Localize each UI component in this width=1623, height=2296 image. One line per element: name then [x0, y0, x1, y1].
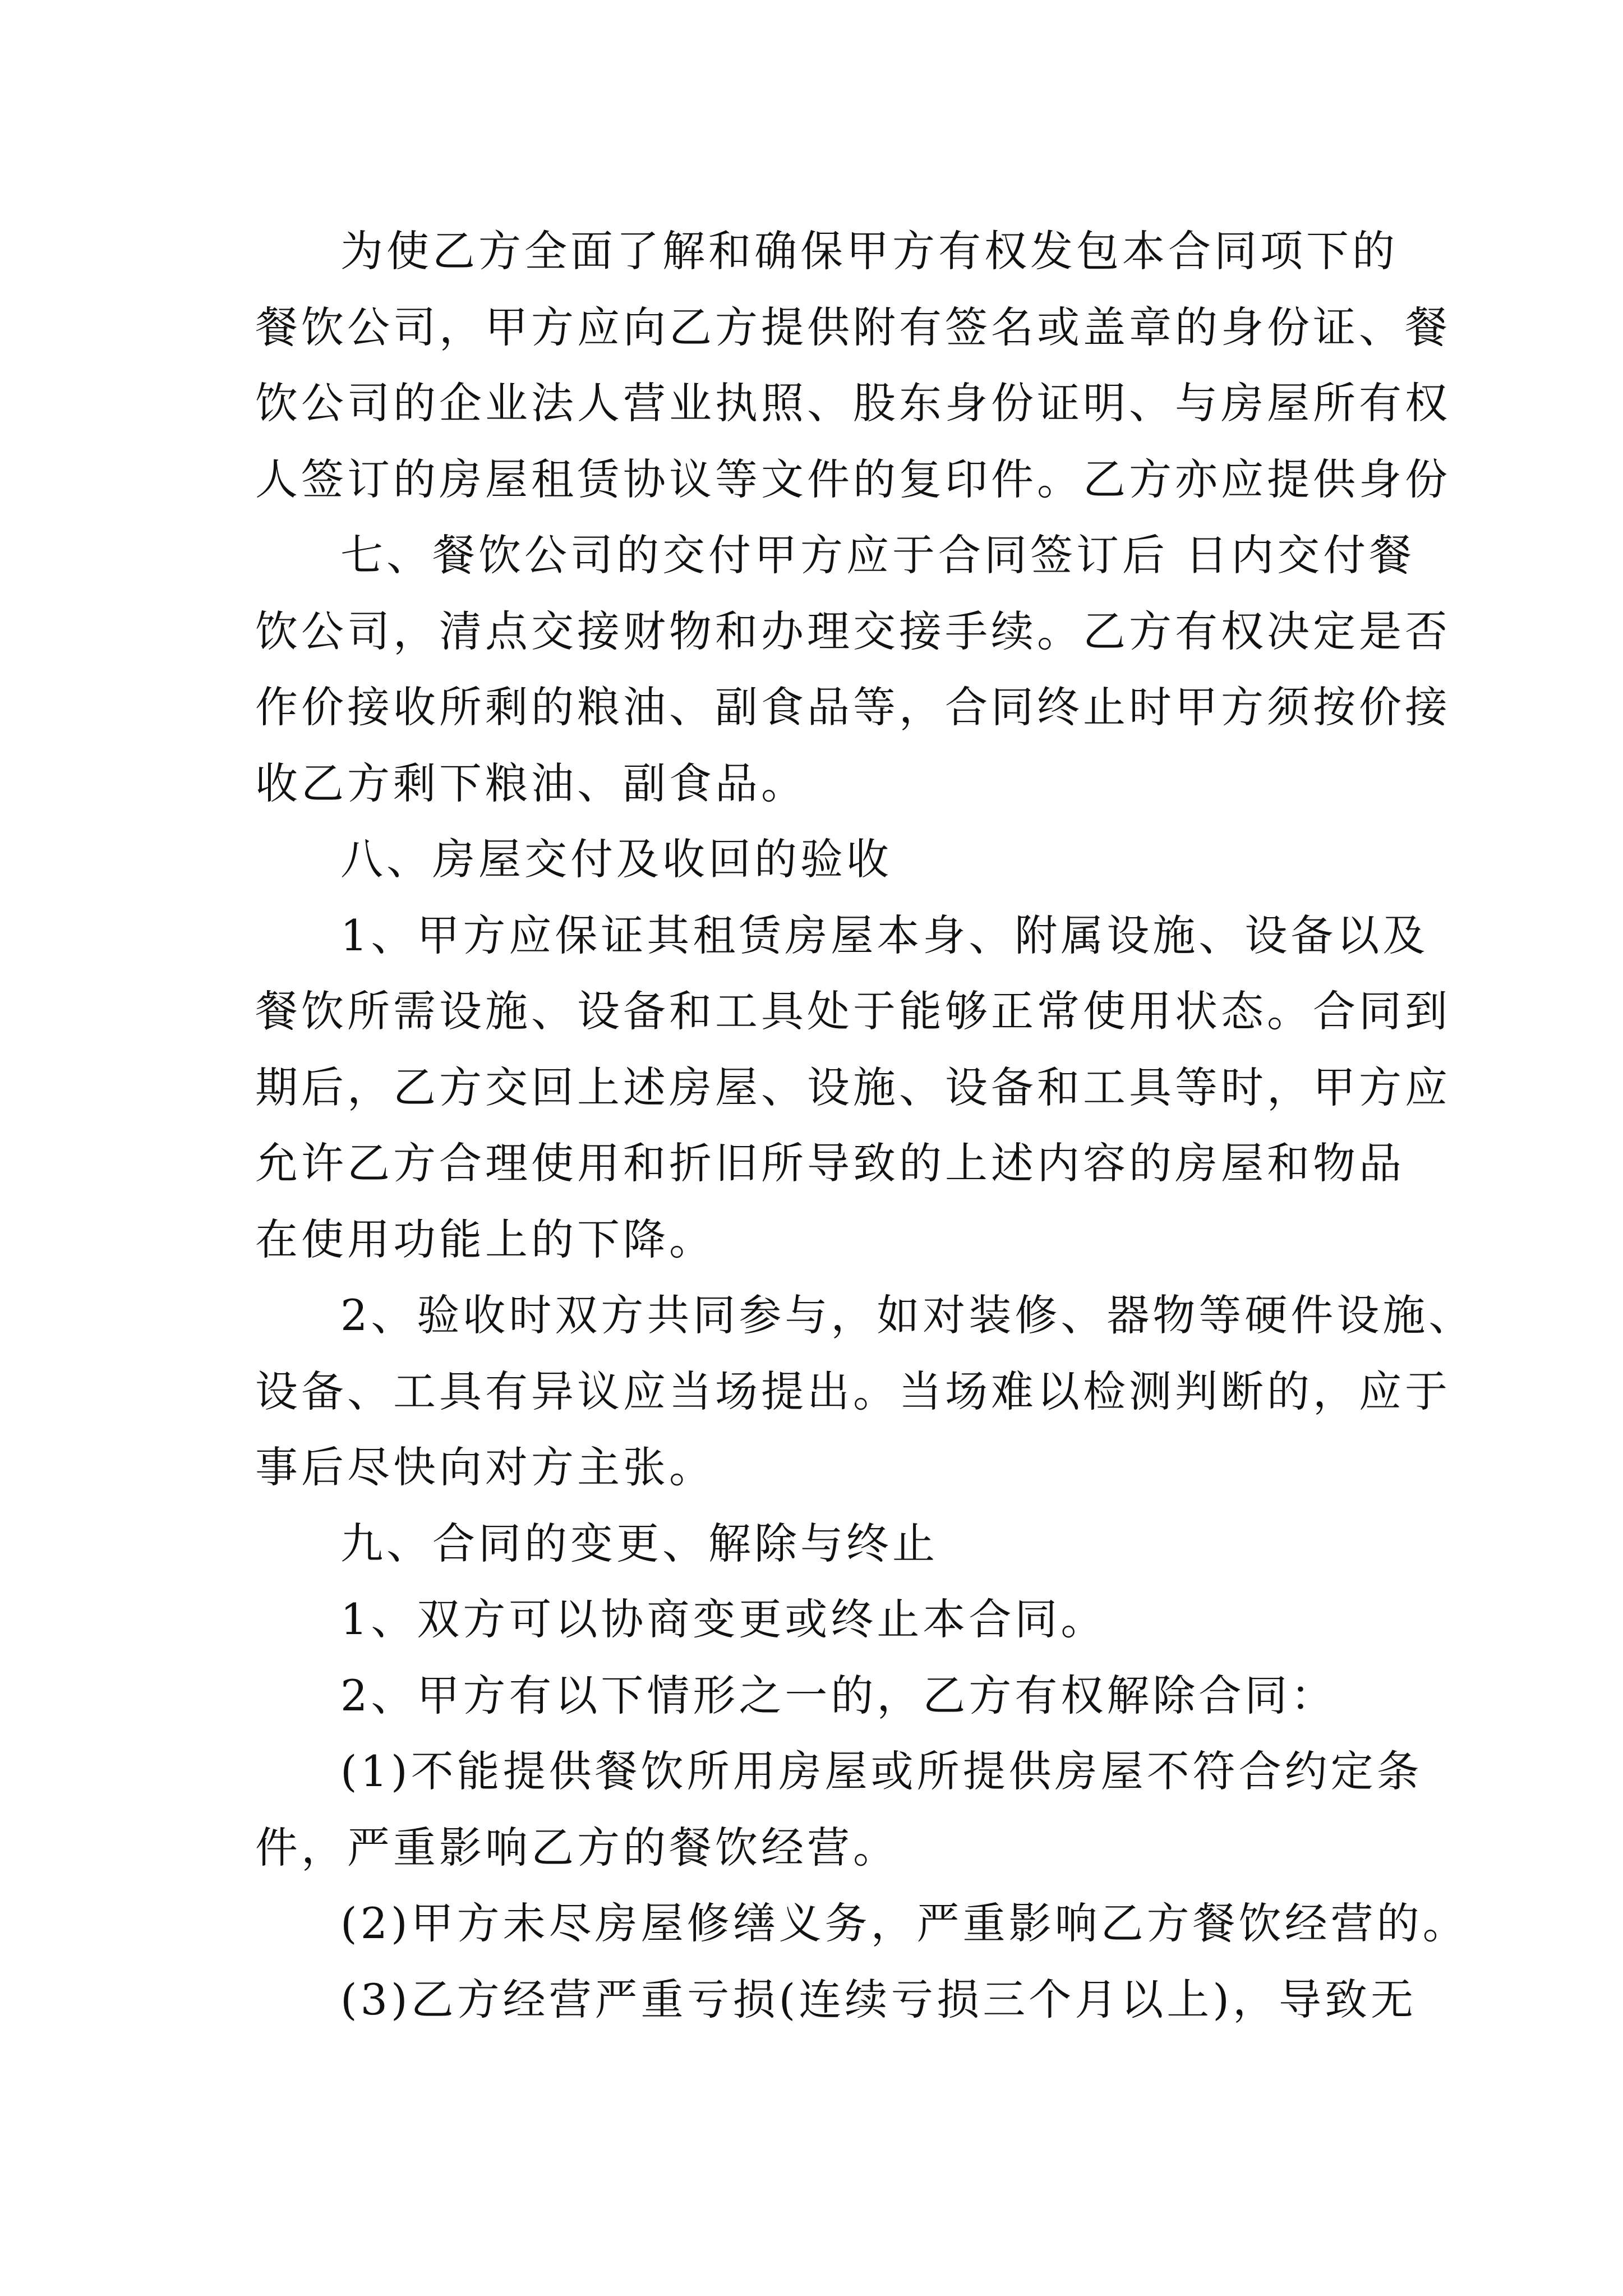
text-line: 饮公司，清点交接财物和办理交接手续。乙方有权决定是否	[255, 606, 1451, 656]
text-line: 饮公司的企业法人营业执照、股东身份证明、与房屋所有权	[255, 378, 1451, 428]
text-line: 餐饮公司，甲方应向乙方提供附有签名或盖章的身份证、餐	[255, 302, 1451, 352]
clause-8-1-line: 1、甲方应保证其租赁房屋本身、附属设施、设备以及	[340, 910, 1429, 960]
text-line: 餐饮所需设施、设备和工具处于能够正常使用状态。合同到	[255, 986, 1451, 1036]
text-line: 为使乙方全面了解和确保甲方有权发包本合同项下的	[340, 226, 1398, 276]
section-9-heading: 九、合同的变更、解除与终止	[340, 1518, 938, 1568]
text-line: 事后尽快向对方主张。	[255, 1442, 715, 1492]
item-2-line: (2)甲方未尽房屋修缮义务，严重影响乙方餐饮经营的。	[340, 1898, 1469, 1948]
section-7-heading-line: 七、餐饮公司的交付甲方应于合同签订后 日内交付餐	[340, 530, 1415, 580]
clause-9-1-line: 1、双方可以协商变更或终止本合同。	[340, 1594, 1107, 1644]
text-line: 件，严重影响乙方的餐饮经营。	[255, 1822, 899, 1872]
text-line: 人签订的房屋租赁协议等文件的复印件。乙方亦应提供身份	[255, 454, 1451, 504]
text-line: 允许乙方合理使用和折旧所导致的上述内容的房屋和物品	[255, 1138, 1405, 1188]
clause-8-2-line: 2、验收时双方共同参与，如对装修、器物等硬件设施、	[340, 1290, 1475, 1340]
text-line: 收乙方剩下粮油、副食品。	[255, 758, 807, 808]
item-1-line: (1)不能提供餐饮所用房屋或所提供房屋不符合约定条	[340, 1746, 1423, 1796]
section-8-heading: 八、房屋交付及收回的验收	[340, 834, 892, 884]
text-line: 作价接收所剩的粮油、副食品等，合同终止时甲方须按价接	[255, 682, 1451, 732]
text-line: 在使用功能上的下降。	[255, 1214, 715, 1264]
item-3-line: (3)乙方经营严重亏损(连续亏损三个月以上)，导致无	[340, 1974, 1417, 2024]
text-line: 设备、工具有异议应当场提出。当场难以检测判断的，应于	[255, 1366, 1451, 1416]
clause-9-2-line: 2、甲方有以下情形之一的，乙方有权解除合同：	[340, 1670, 1337, 1720]
contract-body-text	[255, 213, 1475, 2037]
text-line: 期后，乙方交回上述房屋、设施、设备和工具等时，甲方应	[255, 1062, 1451, 1112]
